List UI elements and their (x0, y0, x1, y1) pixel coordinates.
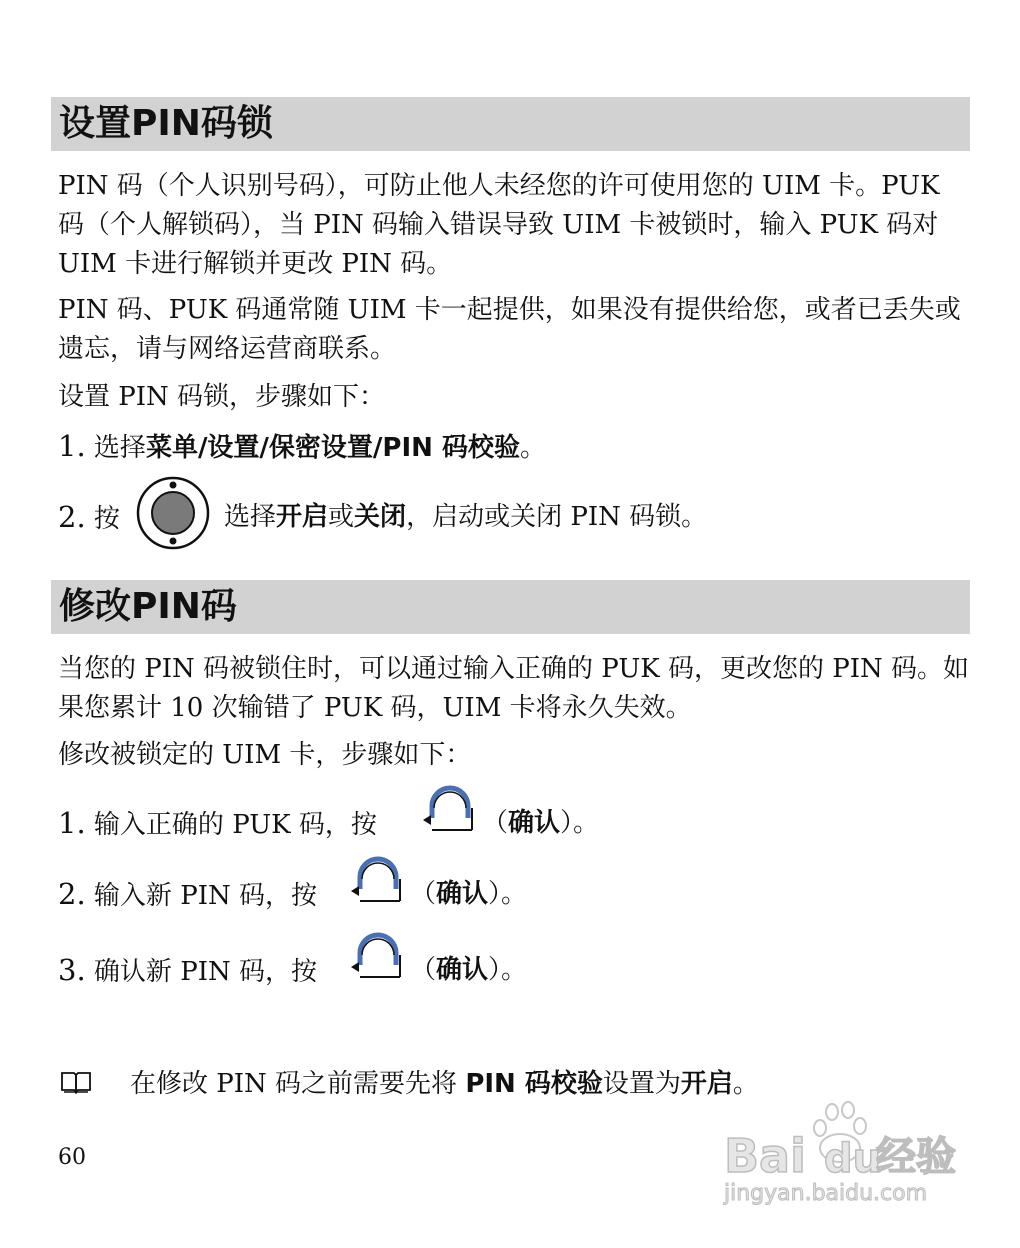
section-header-change-pin (51, 580, 970, 634)
confirm-label: 确认 (436, 955, 489, 985)
note-text (130, 1064, 759, 1104)
step-text: 输入新 PIN 码，按 (85, 881, 317, 911)
step-text: 选择 (224, 502, 277, 532)
navigation-key-icon (134, 474, 212, 552)
step-text: 选择 (85, 433, 146, 463)
paragraph-pin-puk-definition: PIN 码（个人识别号码），可防止他人未经您的许可使用您的 UIM 卡。PUK 码（个人解锁码），当 PIN 码输入错误导致 UIM 卡被锁时，输入 PUK 码对 UIM 卡进行解锁并更改 PIN 码。 (58, 171, 940, 279)
confirm-key-icon (420, 782, 476, 834)
section-title: 设置PIN码锁 (59, 103, 273, 144)
section-header-set-pin-lock (51, 97, 970, 151)
svg-text:du: du (824, 1136, 882, 1182)
step-number: 1. (58, 806, 86, 840)
change-step-2-confirm (410, 874, 527, 914)
option-on: 开启 (276, 502, 329, 532)
note-segment: 设置为 (602, 1069, 681, 1099)
step-number: 3. (58, 953, 86, 987)
note-bold-on: 开启 (680, 1069, 733, 1099)
change-step-3-confirm (410, 950, 527, 990)
change-step-1-confirm (482, 803, 599, 843)
step-text: 确认新 PIN 码，按 (85, 957, 317, 987)
svg-text:Bai: Bai (724, 1129, 806, 1183)
step-text: 按 (85, 504, 120, 534)
svg-text:jingyan.baidu.com: jingyan.baidu.com (724, 1181, 928, 1206)
step-1 (58, 426, 546, 468)
menu-path: 菜单/设置/保密设置/PIN 码校验 (145, 433, 520, 463)
change-step-3 (58, 950, 317, 992)
step-text: ）。 (488, 879, 528, 909)
step-text: ）。 (560, 808, 600, 838)
step-number: 1. (58, 429, 86, 463)
change-step-2 (58, 874, 317, 916)
step-number: 2. (58, 500, 86, 534)
step-text: 。 (519, 433, 546, 463)
steps-intro: 修改被锁定的 UIM 卡，步骤如下： (58, 740, 472, 770)
note-segment: 。 (732, 1069, 759, 1099)
option-off: 关闭 (354, 502, 407, 532)
confirm-key-icon (348, 929, 404, 981)
paragraph-puk-unlock: 当您的 PIN 码被锁住时，可以通过输入正确的 PUK 码，更改您的 PIN 码。如果您累计 10 次输错了 PUK 码，UIM 卡将永久失效。 (58, 654, 969, 723)
step-number: 2. (58, 877, 86, 911)
section-title: 修改PIN码 (59, 586, 237, 627)
steps-intro: 设置 PIN 码锁，步骤如下： (58, 382, 386, 412)
change-step-1 (58, 803, 377, 845)
step-text: （ (410, 879, 437, 909)
step-text: 输入正确的 PUK 码，按 (85, 810, 377, 840)
book-icon (60, 1070, 92, 1094)
step-2-continued (224, 497, 707, 537)
step-text: 或 (328, 502, 355, 532)
step-text: ）。 (488, 955, 528, 985)
step-text: （ (410, 955, 437, 985)
note-segment: 在修改 PIN 码之前需要先将 (130, 1069, 466, 1099)
baidu-watermark-logo (720, 1098, 970, 1210)
step-text: ，启动或关闭 PIN 码锁。 (406, 502, 708, 532)
svg-text:经验: 经验 (876, 1134, 956, 1180)
page-number: 60 (58, 1145, 86, 1170)
confirm-label: 确认 (508, 808, 561, 838)
step-text: （ (482, 808, 509, 838)
note-bold-pin-check: PIN 码校验 (465, 1069, 603, 1099)
paragraph-pin-puk-supply: PIN 码、PUK 码通常随 UIM 卡一起提供，如果没有提供给您，或者已丢失或遗忘，请与网络运营商联系。 (58, 295, 961, 364)
confirm-key-icon (348, 853, 404, 905)
step-2 (58, 497, 120, 539)
confirm-label: 确认 (436, 879, 489, 909)
